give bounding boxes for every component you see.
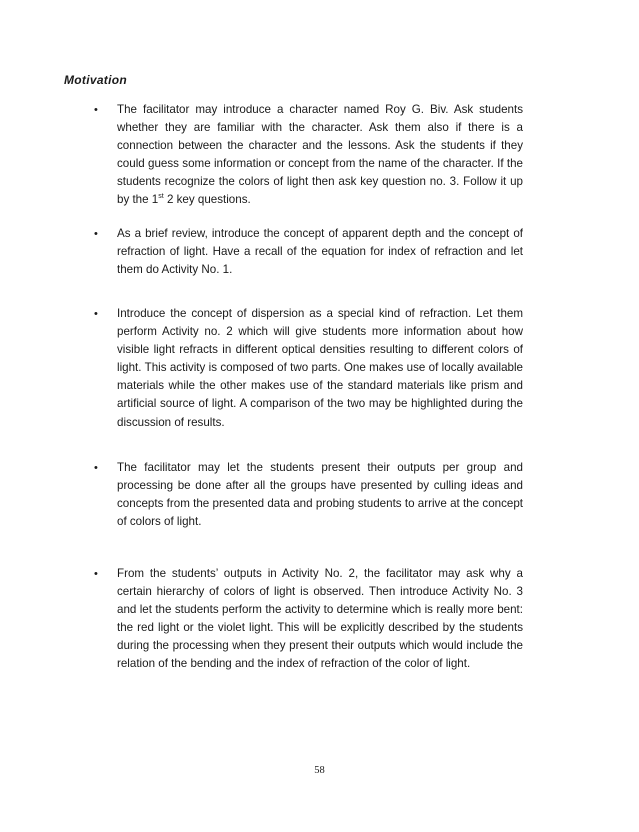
section-heading: Motivation <box>64 73 127 87</box>
page-number: 58 <box>314 765 325 776</box>
bullet: • <box>94 308 98 320</box>
bullet: • <box>94 462 98 474</box>
bullet: • <box>94 104 98 116</box>
bullet: • <box>94 568 98 580</box>
bullet: • <box>94 228 98 240</box>
paragraph-text: Introduce the concept of dispersion as a special kind of refraction. Let them perform Activity no. 2 which will give students more information about how visible light refracts in different optical densities resulting to different colors of light. This activity is composed of two parts. One makes use of locally available materials while the other makes use of the standard materials like prism and artificial source of light. A comparison of the two may be highlighted during the discussion of results. <box>117 307 523 429</box>
paragraph-text: As a brief review, introduce the concept of apparent depth and the concept of refraction of light. Have a recall of the equation for index of refraction and let them do Activity No. 1. <box>117 227 523 277</box>
paragraph-text: From the students’ outputs in Activity No. 2, the facilitator may ask why a certain hierarchy of colors of light is observed. Then introduce Activity No. 3 and let the students perform the activity to determine which is really more bent: the red light or the violet light. This will be explicitly described by the students during the processing when they present their outputs which would include the relation of the bending and the index of refraction of the color of light. <box>117 567 523 671</box>
paragraph-text: The facilitator may let the students present their outputs per group and processing be done after all the groups have presented by culling ideas and concepts from the presented data and probing students to arrive at the concept of colors of light. <box>117 461 523 529</box>
paragraph-text: The facilitator may introduce a character named Roy G. Biv. Ask students whether they are familiar with the character. Ask them also if there is a connection between the character and the lessons. Ask the students if they could guess some information or concept from the name of the character. If the students recognize the colors of light then ask key question no. 3. Follow it up by the 1st 2 key questions. <box>117 103 523 207</box>
